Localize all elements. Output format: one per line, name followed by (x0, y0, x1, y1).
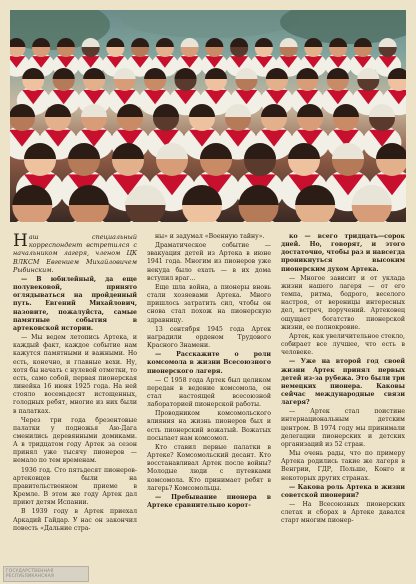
column-3 (281, 233, 405, 526)
column-2-body (147, 233, 271, 510)
answer-paragraph: Через три года брезентовые палатки у подножья Аю-Дага сменились деревянными домиками. А в тридцатом году Артек за сезон принял уже тысячу пионеров — немало по тем временам. (13, 416, 137, 465)
answer-paragraph: Мы очень рады, что по примеру Артека родились такие же лагеря в Венгрии, ГДР, Польше, Конго и некоторых других странах. (281, 450, 405, 482)
article-columns (13, 233, 405, 573)
answer-paragraph: В 1939 году в Артек приехал Аркадий Гайдар. У нас он закончил повесть «Дальние стра- (13, 508, 137, 532)
hair-or-cap (131, 38, 149, 47)
hair-or-cap (106, 38, 124, 47)
answer-paragraph: Драматическое событие — эвакуация детей из Артека в июне 1941 года. Многим из пионеров уже некуда было ехать — в их дома вступил враг... (147, 242, 271, 282)
answer-paragraph: — На Всесоюзных пионерских слетах и сборах в Артеке давался старт многим пионер- (281, 501, 405, 525)
question-paragraph: — Какова роль Артека в жизни советской пионерии? (281, 483, 405, 499)
answer-paragraph: ны» и задумал «Военную тайну». (155, 233, 265, 240)
answer-paragraph: — С 1958 года Артек был целиком передан в ведение комсомола, он стал настоящей всесоюзной лабораторией пионерской работы. (147, 376, 271, 409)
answer-paragraph: Артек, как увеличительное стекло, собирает все лучшее, что есть в человеке. (281, 332, 405, 357)
answer-paragraph: — Мы ведем летопись Артека, и каждый факт, каждое событие нам кажутся памятными и важными. Но есть, конечно, и главные вехи. Ну, хотя бы начать с нулевой отметки, то есть, само собой, первая пионерская линейка 16 июня 1925 года. На ней стояло восемьдесят истощенных, голодных ребят, многие из них были в палатках. (13, 334, 137, 415)
column-2 (147, 233, 271, 511)
intro-text (13, 233, 137, 274)
answer-paragraph: — Многое зависит и от уклада жизни нашего лагеря — от его темпа, ритма, бодрого, веселого настроя, от вереницы интересных дел, встреч, поручений. Артековец ощущает богатство пионерской жизни, ее полнокровие. (281, 274, 405, 331)
column-3-body (281, 233, 405, 525)
library-stamp: ГОСУДАРСТВЕННАЯ РЕСПУБЛИКАНСКАЯ (3, 566, 89, 582)
column-1-body (13, 276, 137, 533)
hair-or-cap (205, 38, 223, 47)
answer-paragraph: — Артек стал поистине интернациональным детским центром. В 1974 году мы принимали делегации пионерских и детских организаций из 52 стран. (281, 408, 405, 448)
question-paragraph: — Расскажите о роли комсомола в жизни Всесоюзного пионерского лагеря. (147, 351, 271, 375)
answer-paragraph: 13 сентября 1945 года Артек наградили орденом Трудового Красного Знамени. (147, 325, 271, 350)
answer-paragraph: Проводником комсомольского влияния на жизнь пионеров был и есть пионерский вожатый. Вожатых посылает нам комсомол. (147, 410, 271, 442)
answer-paragraph: Еще шла война, а пионеры вновь стали хозяевами Артека. Много пришлось затратить сил, чтобы он снова стал похож на пионерскую здравницу. (147, 283, 271, 324)
hair-or-cap (230, 38, 248, 47)
question-paragraph: ко — всего тридцать—сорок дней. Но, говорят, и этого достаточно, чтобы раз и навсегда проникнуться высоким пионерским духом Артека. (281, 233, 405, 273)
answer-paragraph: 1936 год. Сто пятьдесят пионеров-артековцев были на правительственном приеме в Кремле. В этом же году Артек дал приют детям Испании. (13, 466, 137, 507)
hair-or-cap (156, 38, 174, 47)
question-paragraph: — Уже на второй год своей жизни Артек принял первых детей из-за рубежа. Это были три немецких пионера. Каковы сейчас международные связи лагеря? (281, 358, 405, 407)
crowd-illustration (10, 10, 406, 222)
hair-or-cap (181, 38, 199, 47)
column-1 (13, 233, 137, 534)
question-paragraph: — Пребывание пионера в Артеке сравнительно корот- (147, 493, 271, 509)
drop-cap: Н (13, 231, 28, 251)
answer-paragraph: Кто ставил первые палатки в Артеке? Комсомольский десант. Кто восстанавливал Артек после войны? Молодые люди с путевками комсомола. Кто принимает ребят в лагерь? Комсомольцы. (147, 443, 271, 492)
hair-or-cap (255, 38, 273, 47)
intro-body: аш специальный корреспондент встретился с начальником лагеря, членом ЦК ВЛКСМ Евгением Михайловичем Рыбинским. (13, 233, 137, 274)
hair-or-cap (280, 38, 298, 47)
crowd-photo (10, 10, 406, 222)
question-paragraph: — В юбилейный, да еще полувековой, принято оглядываться на пройденный путь. Евгений Михайлович, назовите, пожалуйста, самые памятные события в артековской истории. (13, 276, 137, 332)
